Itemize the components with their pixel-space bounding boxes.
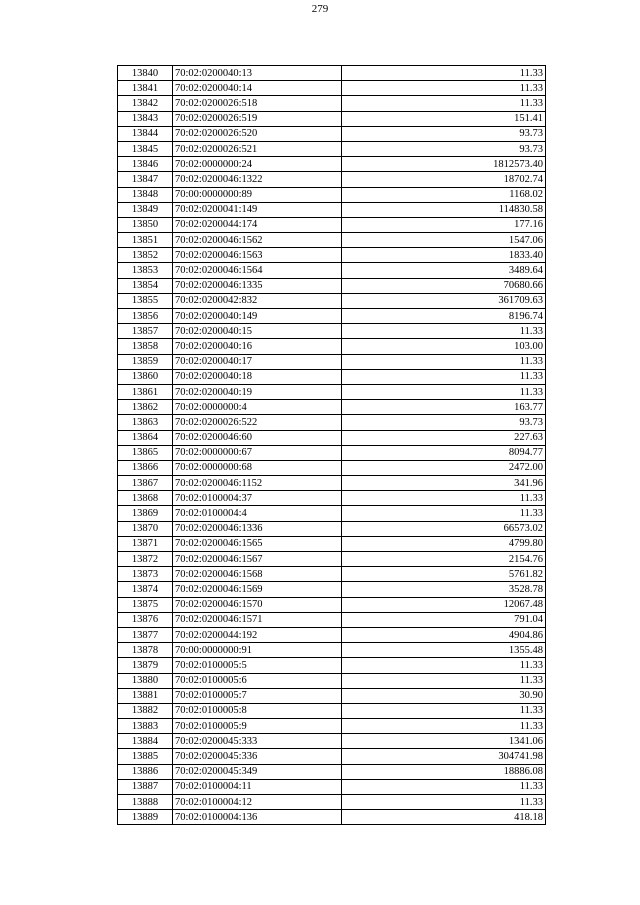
table-row: [118, 506, 546, 521]
table-row: [118, 445, 546, 460]
table-row: [118, 278, 546, 293]
row-number-cell: 13885: [118, 749, 173, 764]
table-row: [118, 400, 546, 415]
table-row: [118, 795, 546, 810]
value-cell: 418.18: [342, 810, 546, 825]
cadastral-number-cell: 70:02:0200046:1322: [173, 172, 342, 187]
value-cell: 1833.40: [342, 248, 546, 263]
cadastral-number-cell: 70:02:0200046:1563: [173, 248, 342, 263]
cadastral-number-cell: 70:02:0200040:17: [173, 354, 342, 369]
value-cell: 3489.64: [342, 263, 546, 278]
row-number-cell: 13882: [118, 703, 173, 718]
table-row: [118, 612, 546, 627]
value-cell: 11.33: [342, 66, 546, 81]
cadastral-number-cell: 70:02:0100005:6: [173, 673, 342, 688]
cadastral-number-cell: 70:02:0200046:1562: [173, 233, 342, 248]
table-row: [118, 369, 546, 384]
cadastral-number-cell: 70:02:0100004:136: [173, 810, 342, 825]
value-cell: 11.33: [342, 506, 546, 521]
value-cell: 11.33: [342, 384, 546, 399]
cadastral-number-cell: 70:02:0200040:14: [173, 81, 342, 96]
value-cell: 1812573.40: [342, 157, 546, 172]
value-cell: 304741.98: [342, 749, 546, 764]
row-number-cell: 13861: [118, 384, 173, 399]
table-row: [118, 415, 546, 430]
value-cell: 341.96: [342, 476, 546, 491]
table-row: [118, 111, 546, 126]
table-row: [118, 764, 546, 779]
table-row: [118, 384, 546, 399]
cadastral-number-cell: 70:00:0000000:89: [173, 187, 342, 202]
value-cell: 11.33: [342, 703, 546, 718]
row-number-cell: 13859: [118, 354, 173, 369]
value-cell: 18702.74: [342, 172, 546, 187]
value-cell: 5761.82: [342, 567, 546, 582]
row-number-cell: 13860: [118, 369, 173, 384]
cadastral-number-cell: 70:02:0200045:333: [173, 734, 342, 749]
row-number-cell: 13857: [118, 324, 173, 339]
row-number-cell: 13862: [118, 400, 173, 415]
value-cell: 93.73: [342, 415, 546, 430]
table-row: [118, 476, 546, 491]
value-cell: 11.33: [342, 324, 546, 339]
cadastral-number-cell: 70:02:0000000:24: [173, 157, 342, 172]
cadastral-number-cell: 70:02:0200046:1336: [173, 521, 342, 536]
value-cell: 11.33: [342, 369, 546, 384]
row-number-cell: 13858: [118, 339, 173, 354]
cadastral-number-cell: 70:02:0200046:1568: [173, 567, 342, 582]
row-number-cell: 13868: [118, 491, 173, 506]
value-cell: 11.33: [342, 96, 546, 111]
row-number-cell: 13864: [118, 430, 173, 445]
table-row: [118, 658, 546, 673]
row-number-cell: 13841: [118, 81, 173, 96]
row-number-cell: 13880: [118, 673, 173, 688]
value-cell: 103.00: [342, 339, 546, 354]
value-cell: 177.16: [342, 217, 546, 232]
row-number-cell: 13883: [118, 719, 173, 734]
cadastral-number-cell: 70:02:0100004:12: [173, 795, 342, 810]
table-row: [118, 430, 546, 445]
value-cell: 11.33: [342, 673, 546, 688]
table-row: [118, 202, 546, 217]
cadastral-number-cell: 70:02:0100004:4: [173, 506, 342, 521]
cadastral-number-cell: 70:02:0000000:4: [173, 400, 342, 415]
value-cell: 163.77: [342, 400, 546, 415]
row-number-cell: 13849: [118, 202, 173, 217]
row-number-cell: 13887: [118, 779, 173, 794]
table-row: [118, 627, 546, 642]
row-number-cell: 13852: [118, 248, 173, 263]
table-row: [118, 172, 546, 187]
row-number-cell: 13875: [118, 597, 173, 612]
cadastral-number-cell: 70:02:0200026:519: [173, 111, 342, 126]
table-row: [118, 81, 546, 96]
row-number-cell: 13888: [118, 795, 173, 810]
cadastral-number-cell: 70:02:0200026:520: [173, 126, 342, 141]
table-row: [118, 749, 546, 764]
value-cell: 11.33: [342, 795, 546, 810]
value-cell: 151.41: [342, 111, 546, 126]
value-cell: 12067.48: [342, 597, 546, 612]
cadastral-number-cell: 70:02:0200045:336: [173, 749, 342, 764]
row-number-cell: 13842: [118, 96, 173, 111]
value-cell: 8196.74: [342, 309, 546, 324]
cadastral-number-cell: 70:02:0200040:15: [173, 324, 342, 339]
table-row: [118, 141, 546, 156]
table-row: [118, 536, 546, 551]
value-cell: 66573.02: [342, 521, 546, 536]
table-row: [118, 66, 546, 81]
cadastral-number-cell: 70:02:0100005:5: [173, 658, 342, 673]
table-row: [118, 491, 546, 506]
row-number-cell: 13848: [118, 187, 173, 202]
row-number-cell: 13873: [118, 567, 173, 582]
cadastral-number-cell: 70:02:0200041:149: [173, 202, 342, 217]
value-cell: 11.33: [342, 354, 546, 369]
cadastral-number-cell: 70:02:0200046:60: [173, 430, 342, 445]
data-table: [117, 65, 546, 825]
value-cell: 1341.06: [342, 734, 546, 749]
row-number-cell: 13846: [118, 157, 173, 172]
table-row: [118, 460, 546, 475]
table-row: [118, 157, 546, 172]
table-row: [118, 779, 546, 794]
value-cell: 93.73: [342, 126, 546, 141]
row-number-cell: 13863: [118, 415, 173, 430]
table-row: [118, 703, 546, 718]
value-cell: 791.04: [342, 612, 546, 627]
cadastral-number-cell: 70:02:0200046:1565: [173, 536, 342, 551]
cadastral-number-cell: 70:02:0200046:1152: [173, 476, 342, 491]
value-cell: 4799.80: [342, 536, 546, 551]
row-number-cell: 13850: [118, 217, 173, 232]
table-row: [118, 263, 546, 278]
row-number-cell: 13856: [118, 309, 173, 324]
table-row: [118, 643, 546, 658]
row-number-cell: 13845: [118, 141, 173, 156]
cadastral-number-cell: 70:02:0200026:521: [173, 141, 342, 156]
cadastral-number-cell: 70:02:0100004:37: [173, 491, 342, 506]
table-row: [118, 187, 546, 202]
table-row: [118, 309, 546, 324]
value-cell: 11.33: [342, 491, 546, 506]
value-cell: 1547.06: [342, 233, 546, 248]
table-row: [118, 521, 546, 536]
row-number-cell: 13879: [118, 658, 173, 673]
cadastral-number-cell: 70:02:0200044:192: [173, 627, 342, 642]
cadastral-number-cell: 70:02:0100005:7: [173, 688, 342, 703]
value-cell: 227.63: [342, 430, 546, 445]
value-cell: 93.73: [342, 141, 546, 156]
table-row: [118, 126, 546, 141]
value-cell: 18886.08: [342, 764, 546, 779]
cadastral-number-cell: 70:02:0200040:13: [173, 66, 342, 81]
row-number-cell: 13886: [118, 764, 173, 779]
cadastral-number-cell: 70:02:0200026:518: [173, 96, 342, 111]
row-number-cell: 13855: [118, 293, 173, 308]
cadastral-number-cell: 70:00:0000000:91: [173, 643, 342, 658]
row-number-cell: 13853: [118, 263, 173, 278]
value-cell: 11.33: [342, 779, 546, 794]
table-row: [118, 673, 546, 688]
value-cell: 11.33: [342, 658, 546, 673]
value-cell: 2472.00: [342, 460, 546, 475]
row-number-cell: 13843: [118, 111, 173, 126]
value-cell: 11.33: [342, 81, 546, 96]
value-cell: 70680.66: [342, 278, 546, 293]
cadastral-number-cell: 70:02:0200040:149: [173, 309, 342, 324]
value-cell: 8094.77: [342, 445, 546, 460]
cadastral-number-cell: 70:02:0200046:1564: [173, 263, 342, 278]
cadastral-number-cell: 70:02:0000000:67: [173, 445, 342, 460]
value-cell: 1168.02: [342, 187, 546, 202]
table-row: [118, 688, 546, 703]
value-cell: 1355.48: [342, 643, 546, 658]
row-number-cell: 13866: [118, 460, 173, 475]
table-row: [118, 293, 546, 308]
value-cell: 30.90: [342, 688, 546, 703]
row-number-cell: 13865: [118, 445, 173, 460]
table-row: [118, 810, 546, 825]
table-row: [118, 734, 546, 749]
table-row: [118, 552, 546, 567]
row-number-cell: 13869: [118, 506, 173, 521]
row-number-cell: 13872: [118, 552, 173, 567]
row-number-cell: 13884: [118, 734, 173, 749]
table-row: [118, 217, 546, 232]
cadastral-number-cell: 70:02:0100004:11: [173, 779, 342, 794]
row-number-cell: 13840: [118, 66, 173, 81]
row-number-cell: 13867: [118, 476, 173, 491]
cadastral-number-cell: 70:02:0200040:19: [173, 384, 342, 399]
row-number-cell: 13874: [118, 582, 173, 597]
cadastral-number-cell: 70:02:0100005:8: [173, 703, 342, 718]
value-cell: 11.33: [342, 719, 546, 734]
cadastral-number-cell: 70:02:0200046:1569: [173, 582, 342, 597]
row-number-cell: 13870: [118, 521, 173, 536]
cadastral-number-cell: 70:02:0200046:1335: [173, 278, 342, 293]
row-number-cell: 13847: [118, 172, 173, 187]
cadastral-number-cell: 70:02:0200040:18: [173, 369, 342, 384]
row-number-cell: 13871: [118, 536, 173, 551]
cadastral-number-cell: 70:02:0200046:1571: [173, 612, 342, 627]
table-row: [118, 339, 546, 354]
table-row: [118, 248, 546, 263]
row-number-cell: 13876: [118, 612, 173, 627]
cadastral-number-cell: 70:02:0200040:16: [173, 339, 342, 354]
row-number-cell: 13881: [118, 688, 173, 703]
cadastral-number-cell: 70:02:0200026:522: [173, 415, 342, 430]
value-cell: 3528.78: [342, 582, 546, 597]
row-number-cell: 13878: [118, 643, 173, 658]
row-number-cell: 13844: [118, 126, 173, 141]
table-row: [118, 96, 546, 111]
table-body: [118, 66, 546, 825]
cadastral-number-cell: 70:02:0200045:349: [173, 764, 342, 779]
table-row: [118, 567, 546, 582]
table-row: [118, 597, 546, 612]
table-row: [118, 719, 546, 734]
cadastral-number-cell: 70:02:0000000:68: [173, 460, 342, 475]
cadastral-number-cell: 70:02:0100005:9: [173, 719, 342, 734]
value-cell: 114830.58: [342, 202, 546, 217]
table-row: [118, 354, 546, 369]
cadastral-number-cell: 70:02:0200044:174: [173, 217, 342, 232]
value-cell: 4904.86: [342, 627, 546, 642]
row-number-cell: 13877: [118, 627, 173, 642]
cadastral-number-cell: 70:02:0200046:1570: [173, 597, 342, 612]
cadastral-number-cell: 70:02:0200042:832: [173, 293, 342, 308]
value-cell: 2154.76: [342, 552, 546, 567]
row-number-cell: 13851: [118, 233, 173, 248]
value-cell: 361709.63: [342, 293, 546, 308]
cadastral-number-cell: 70:02:0200046:1567: [173, 552, 342, 567]
row-number-cell: 13889: [118, 810, 173, 825]
row-number-cell: 13854: [118, 278, 173, 293]
table-row: [118, 233, 546, 248]
table-row: [118, 324, 546, 339]
page-number: 279: [311, 3, 329, 15]
table-row: [118, 582, 546, 597]
